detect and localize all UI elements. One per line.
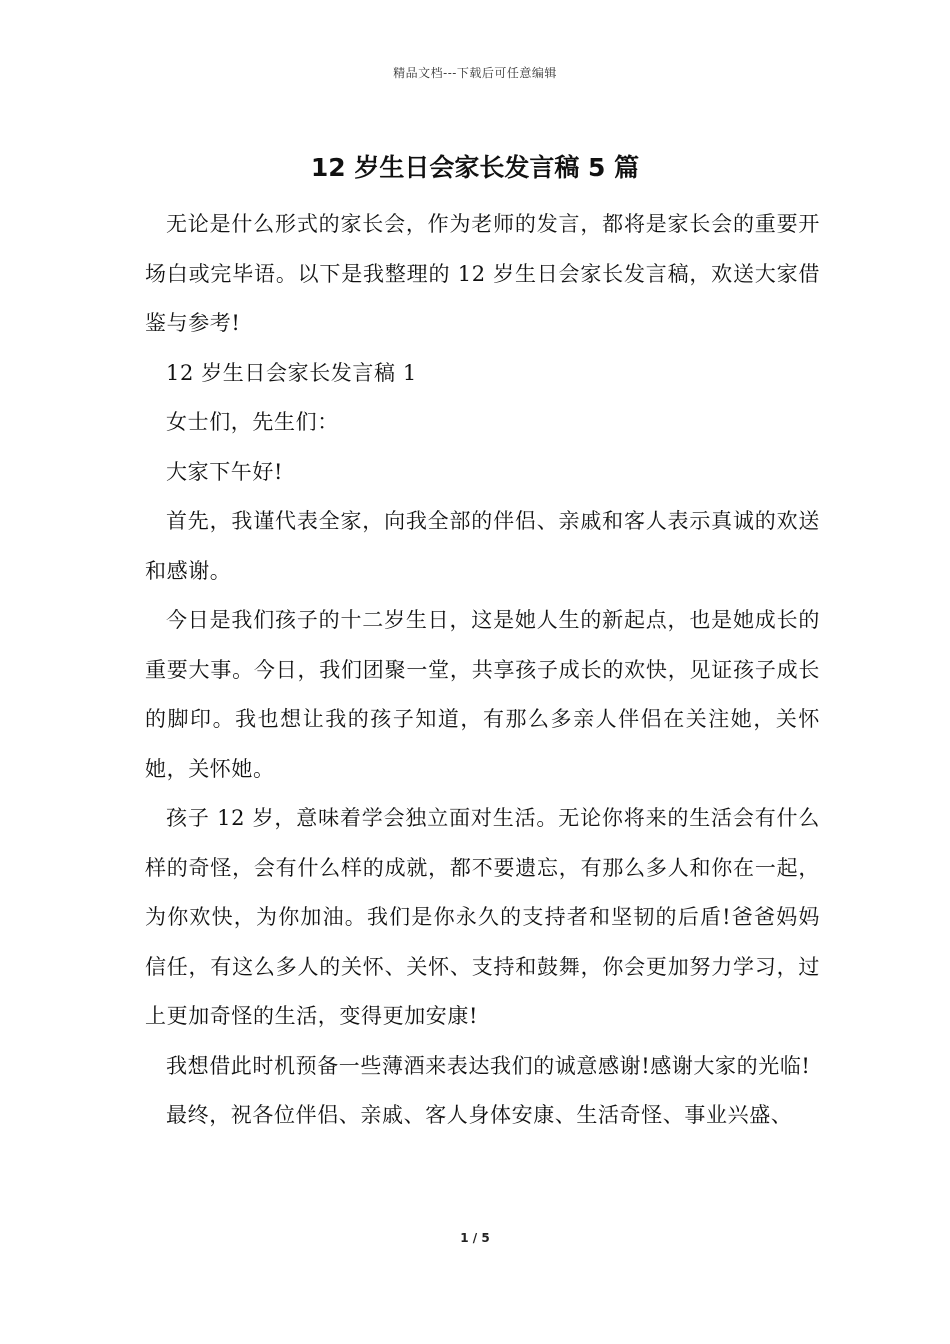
body-paragraph: 孩子 12 岁，意味着学会独立面对生活。无论你将来的生活会有什么样的奇怪，会有什么样的成就，都不要遗忘，有那么多人和你在一起，为你欢快，为你加油。我们是你永久的支持者和坚韧的后盾!爸爸妈妈信任，有这么多人的关怀、关怀、支持和鼓舞，你会更加努力学习，过上更加奇怪的生活，变得更加安康!	[145, 806, 820, 1028]
document-title: 12 岁生日会家长发言稿 5 篇	[310, 153, 640, 182]
body-paragraph: 首先，我谨代表全家，向我全部的伴侣、亲戚和客人表示真诚的欢送和感谢。	[145, 509, 820, 583]
intro-paragraph: 无论是什么形式的家长会，作为老师的发言，都将是家长会的重要开场白或完毕语。以下是我整理的 12 岁生日会家长发言稿，欢送大家借鉴与参考!	[145, 212, 820, 335]
greeting: 大家下午好!	[166, 459, 284, 484]
salutation: 女士们，先生们：	[166, 410, 339, 434]
body-paragraph: 我想借此时机预备一些薄酒来表达我们的诚意感谢!感谢大家的光临!	[166, 1053, 811, 1078]
body-paragraph: 今日是我们孩子的十二岁生日，这是她人生的新起点，也是她成长的重要大事。今日，我们团聚一堂，共享孩子成长的欢快，见证孩子成长的脚印。我也想让我的孩子知道，有那么多亲人伴侣在关注她，关怀她，关怀她。	[145, 608, 820, 781]
section-heading: 12 岁生日会家长发言稿 1	[166, 360, 417, 385]
page-header: 精品文档---下载后可任意编辑	[393, 66, 557, 80]
body-paragraph: 最终，祝各位伴侣、亲戚、客人身体安康、生活奇怪、事业兴盛、	[166, 1103, 793, 1127]
document-body	[145, 200, 820, 1141]
page-number: 1 / 5	[460, 1231, 490, 1245]
